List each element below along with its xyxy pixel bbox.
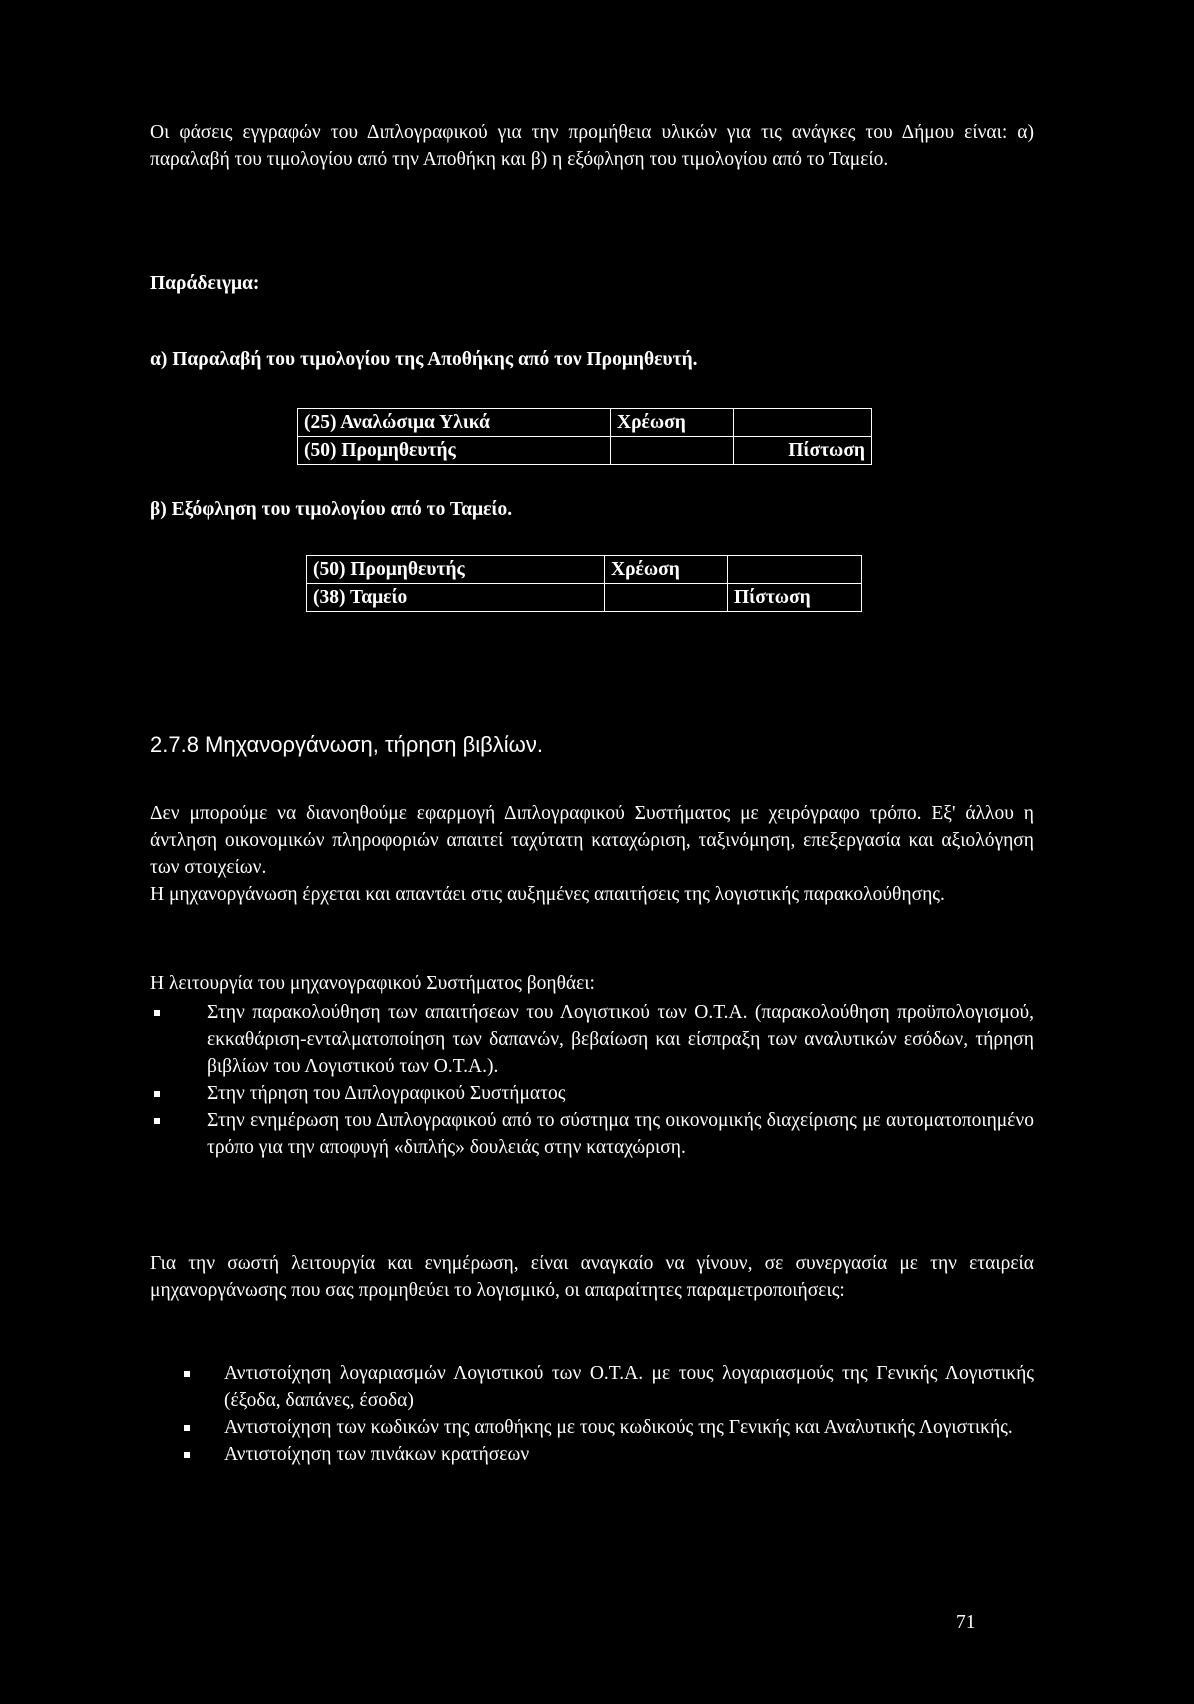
list-item: Στην ενημέρωση του Διπλογραφικού από το σύστημα της οικονομικής διαχείρισης με αυτοματοποιημένο τρόπο για την αποφυγή «διπλής» δουλειάς στην καταχώριση.	[150, 1107, 1034, 1161]
credit-cell: Πίστωση	[728, 584, 862, 612]
debit-cell	[605, 584, 728, 612]
section-paragraph-4: Για την σωστή λειτουργία και ενημέρωση, είναι αναγκαίο να γίνουν, σε συνεργασία με την εταιρεία μηχανοργάνωσης που σας προμηθεύει το λογισμικό, οι απαραίτητες παραμετροποιήσεις:	[150, 1253, 1034, 1301]
section-paragraph-1: Δεν μπορούμε να διανοηθούμε εφαρμογή Διπλογραφικού Συστήματος με χειρόγραφο τρόπο. Εξ' άλλου η άντληση οικονομικών πληροφοριών απαιτεί ταχύτατη καταχώριση, ταξινόμηση, επεξεργασία και αξιολόγηση των στοιχείων.	[150, 803, 1034, 878]
table-row	[307, 584, 862, 612]
credit-cell	[734, 409, 872, 437]
intro-paragraph: Οι φάσεις εγγραφών του Διπλογραφικού για την προμήθεια υλικών για τις ανάγκες του Δήμου είναι: α) παραλαβή του τιμολογίου από την Αποθήκη και β) η εξόφληση του τιμολογίου από το Ταμείο.	[150, 122, 1034, 170]
list-item: Αντιστοίχηση των πινάκων κρατήσεων	[180, 1441, 1034, 1468]
debit-cell: Χρέωση	[611, 409, 734, 437]
bullet-list-2	[180, 1360, 1034, 1468]
list-item: Αντιστοίχηση των κωδικών της αποθήκης με τους κωδικούς της Γενικής και Αναλυτικής Λογιστικής.	[180, 1414, 1034, 1441]
bullet-list-1	[150, 999, 1034, 1161]
ledger-table-a	[297, 408, 872, 465]
example-label: Παράδειγμα:	[150, 273, 260, 294]
table-row	[298, 437, 872, 465]
section-paragraph-3: Η λειτουργία του μηχανογραφικού Συστήματος βοηθάει:	[150, 973, 595, 994]
section-heading: 2.7.8 Μηχανοργάνωση, τήρηση βιβλίων.	[150, 732, 543, 757]
credit-cell	[728, 556, 862, 584]
list-item: Αντιστοίχηση λογαριασμών Λογιστικού των Ο.Τ.Α. με τους λογαριασμούς της Γενικής Λογιστικής (έξοδα, δαπάνες, έσοδα)	[180, 1360, 1034, 1414]
account-cell: (38) Ταμείο	[307, 584, 605, 612]
ledger-table-b	[306, 555, 862, 612]
debit-cell	[611, 437, 734, 465]
table-row	[307, 556, 862, 584]
debit-cell: Χρέωση	[605, 556, 728, 584]
example-b-title: β) Εξόφληση του τιμολογίου από το Ταμείο.	[150, 499, 513, 520]
account-cell: (50) Προμηθευτής	[307, 556, 605, 584]
list-item: Στην παρακολούθηση των απαιτήσεων του Λογιστικού των Ο.Τ.Α. (παρακολούθηση προϋπολογισμού, εκκαθάριση-ενταλματοποίηση των δαπανών, βεβαίωση και είσπραξη των αναλυτικών εσόδων, τήρηση βιβλίων του Λογιστικού των Ο.Τ.Α.).	[150, 999, 1034, 1080]
section-paragraph-2: Η μηχανοργάνωση έρχεται και απαντάει στις αυξημένες απαιτήσεις της λογιστικής παρακολούθησης.	[150, 884, 945, 905]
list-item: Στην τήρηση του Διπλογραφικού Συστήματος	[150, 1080, 1034, 1107]
account-cell: (25) Αναλώσιμα Υλικά	[298, 409, 611, 437]
credit-cell: Πίστωση	[734, 437, 872, 465]
page-number: 71	[956, 1612, 976, 1633]
account-cell: (50) Προμηθευτής	[298, 437, 611, 465]
example-a-title: α) Παραλαβή του τιμολογίου της Αποθήκης από τον Προμηθευτή.	[150, 349, 698, 370]
table-row	[298, 409, 872, 437]
